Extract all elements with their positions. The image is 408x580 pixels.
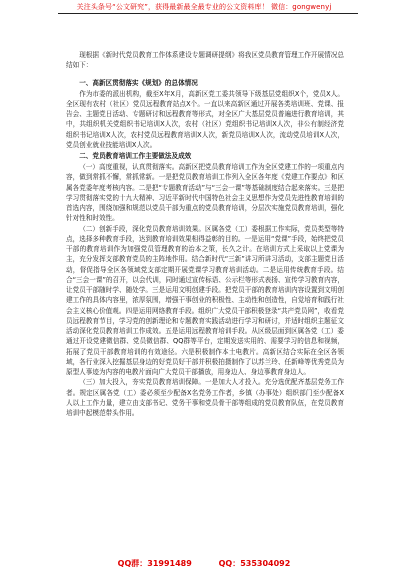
section-2-paragraph-1: （一）高度重视，认真贯彻落实。高新区把党员教育培训工作为全区党建工作的一项重点内容，做到常抓不懈，常抓常新。一是把党员教育培训工作列入全区各年度《党建工作要点》和区属各党委年度考核内容。二是把“专题教育活动”与“三会一课”等基础制度结合起来落实。三是把学习贯彻落实党的十九大精神、习近平新时代中国特色社会主义思想作为党员先进性教育培训的首选内容，围绕加强和规范以党员干部为重点的党员教育培训，分层次实施党员教育培训，强化针对性和时效性。 (66, 163, 344, 223)
qq-number: QQ：535304092 (218, 559, 291, 568)
section-2-heading: 二、党员教育培训工作主要做法及成效 (79, 152, 192, 160)
document-body (66, 50, 344, 418)
footer-contact (0, 558, 408, 570)
qq-group-number: QQ群：31991489 (117, 559, 192, 568)
intro-paragraph: 现根据《新时代党员教育工作体系建设专题调研提纲》将我区党员教育管理工作开展情况总结如下： (66, 51, 344, 70)
section-2-paragraph-3: （三）加大投入，夯实党员教育培训保障。一是加大人才投入。充分选优配齐基层党务工作者。规定区属各党（工）委必须至少配备X名党务工作者，乡镇（办事处）组织部门至少配备X人以上工作力量，建立由支部书记、党务干事和党员骨干部等组成的党员教育队伍，在党员教育培训中起模范带头作用。 (66, 378, 344, 417)
section-1-paragraph: 作为市委的派出机构，截至X年X月，高新区党工委共领导下级基层党组织X个，党员X人。全区现有农村（社区）党员远程教育站点X个。一直以来高新区通过开展各类培训班、党课、报告会、主题党日活动、专题研讨和远程教育等形式，对全区广大基层党员普遍进行教育培训，其中，共组织机关党组织书记培训X人次，农村（社区）党组织书记培训X人次，非公有制经济党组织书记培训X人次，农村党员远程教育培训X人次，新党员培训X人次，流动党员培训X人次，党员创业就业技能培训X人次。 (66, 89, 344, 149)
top-banner: 关注头条号“公文研究”，获得最新最全最专业的公文资料库！ 微信：gongwenyj (76, 3, 332, 11)
header-divider (58, 13, 358, 14)
section-2-paragraph-2: （二）创新手段，深化党员教育培训效果。区属各党（工）委根据工作实际，党员类型等特点，选择多种教育手段，达到教育培训效果相得益彰的目的。一是运用“党课”手段，始终把党员干部的教育培训作为加强党员管理教育的治本之策，长久之计。在培训方式上采取以上党课为主，充分发挥支部教育党员的主阵地作用。结合新时代“三新”讲习所讲习活动，支部主题党日活动，督促指导全区各领域党支部定期开展党课学习教育培训活动。二是运用传统教育手段。结合“三会一课”的召开，以会代训，同时通过宣传标语、公示栏等形式表扬、宣传学习教育内容，让党员干部随时学、随处学。三是运用文明创建手段。把党员干部的教育培训内容设置到文明创建工作的具体内容里，浓厚氛围，增强干事创业的积极性、主动性和创造性，自觉培育和践行社会主义核心价值观。四是运用网络教育手段。组织广大党员干部积极登录“共产党员网”，收看党员远程教育节目，学习党的创新理论和专题教育实践活动进行学习和研讨，并适时组织主题征文活动深化党员教育培训工作成效。五是运用远程教育培训手段。从区级层面到区属各党（工）委通过开设党建微信群、党员微信群、QQ群等平台，定期发送实用的、需要学习的信息和视频，拓展了党员干部教育培训的有效途径。六是积极制作本土电教片。高新区结合实际在全区各领域，各行业深入挖掘基层身边的好党员好干部并积极拍摄制作了以苏兰玲、任新峰等优秀党员为原型人事迹为内容的电教片面向广大党员干部播放，用身边人、身边事教育身边人。 (66, 224, 344, 376)
section-1-heading: 一、高新区贯彻落实《规划》的总体情况 (79, 78, 198, 87)
